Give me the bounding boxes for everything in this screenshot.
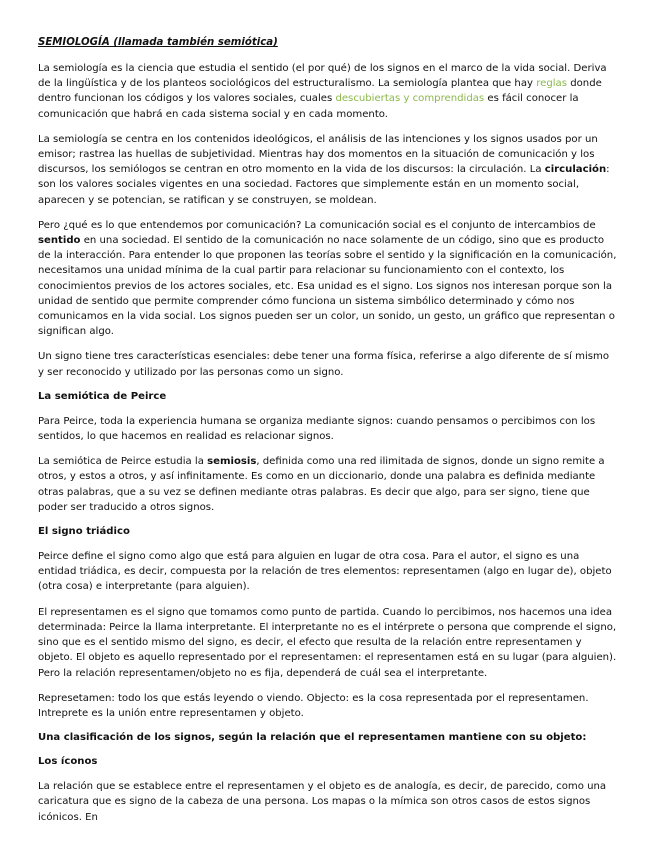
paragraph-resumen: Represetamen: todo los que estás leyendo o viendo. Objecto: es la cosa representada por el representamen. Intreprete es la unión entre representamen y objeto.: [38, 692, 589, 719]
highlight-descubiertas: descubiertas y comprendidas: [335, 93, 485, 105]
paragraph-caracteristicas: Un signo tiene tres características esenciales: debe tener una forma física, referirse a algo diferente de sí mismo y ser reconocido y utilizado por las personas como un signo.: [38, 351, 610, 378]
paragraph-comunicacion: [38, 218, 618, 340]
text-run: donde dentro funcionan los códigos y los valores sociales, cuales: [38, 78, 602, 105]
highlight-reglas: reglas: [536, 78, 567, 90]
text-run: es fácil conocer la comunicación que habrá en cada sistema social y en cada momento.: [38, 93, 579, 120]
text-run: , definida como una red ilimitada de signos, donde un signo remite a otros, y estos a otros, y así infinitamente. Es como en un diccionario, donde una palabra es definida mediante otras palabras, que a su vez se definen mediante otras palabras. Es decir que algo, para ser signo, tiene que poder ser traducido a otros signos.: [38, 456, 605, 513]
heading-iconos: Los íconos: [38, 756, 98, 768]
text-run: en una sociedad. El sentido de la comunicación no nace solamente de un código, sino que es producto de la interacción. Para entender lo que proponen las teorías sobre el sentido y la significación en la comunicación, necesitamos una unidad mínima de la cual partir para relacionar su funcionamiento con el contexto, los conocimientos previos de los actores sociales, etc. Esa unidad es el signo. Los signos nos interesan porque son la unidad de sentido que permite comprender cómo funciona un sistema simbólico determinado y cómo nos comunicamos en la vida social. Los signos pueden ser un color, un sonido, un gesto, un gráfico que representan o significan algo.: [38, 235, 617, 338]
paragraph-triadico: Peirce define el signo como algo que está para alguien en lugar de otra cosa. Para el autor, el signo es una entidad triádica, es decir, compuesta por la relación de tres elementos: representamen (algo en lugar de), objeto (otra cosa) e interpretante (para alguien).: [38, 551, 612, 593]
text-run: La semiótica de Peirce estudia la: [38, 456, 208, 468]
text-run: La semiología es la ciencia que estudia el sentido (el por qué) de los signos en el marco de la vida social. Deriva de la lingüística y de los planteos sociológicos del estructuralismo. La semiología plantea que hay: [38, 63, 607, 90]
paragraph-iconos: La relación que se establece entre el representamen y el objeto es de analogía, es decir, de parecido, como una caricatura que es signo de la cabeza de una persona. Los mapas o la mímica son otros casos de estos signos icónicos. En: [38, 781, 607, 823]
paragraph-definition: [38, 61, 618, 122]
bold-sentido: sentido: [38, 235, 81, 247]
document-page: [38, 36, 618, 835]
paragraph-representamen: El representamen es el signo que tomamos como punto de partida. Cuando lo percibimos, nos hacemos una idea determinada: Peirce la llama interpretante. El interpretante no es el intérprete o persona que comprende el signo, sino que es el sentido mismo del signo, es decir, el efecto que resulta de la relación entre representamen y objeto. El objeto es aquello representado por el representamen: el representamen está en su lugar (para alguien). Pero la relación representamen/objeto no es fija, dependerá de cuál sea el interpretante.: [38, 606, 617, 679]
heading-peirce: La semiótica de Peirce: [38, 390, 167, 402]
text-run: : son los valores sociales vigentes en una sociedad. Factores que simplemente están en un momento social, aparecen y se potencian, se ratifican y se construyen, se moldean.: [38, 164, 610, 206]
paragraph-experiencia: Para Peirce, toda la experiencia humana se organiza mediante signos: cuando pensamos o percibimos con los sentidos, lo que hacemos en realidad es relacionar signos.: [38, 415, 596, 443]
heading-signo-triadico: El signo triádico: [38, 526, 130, 538]
bold-circulacion: circulación: [544, 164, 607, 176]
paragraph-semiosis: [38, 454, 618, 515]
text-run: Pero ¿qué es lo que entendemos por comunicación? La comunicación social es el conjunto de intercambios de: [38, 219, 596, 231]
bold-semiosis: semiosis: [207, 456, 257, 468]
paragraph-ideologia: [38, 132, 618, 208]
text-run: La semiología se centra en los contenidos ideológicos, el análisis de las intenciones y los signos usados por un emisor; rastrea las huellas de subjetividad. Mientras hay dos momentos en la situación de comunicación y los discursos, los semiólogos se centran en otro momento en la vida de los discursos: la circulación. La: [38, 133, 598, 176]
document-title: SEMIOLOGÍA (llamada también semiótica): [38, 37, 278, 48]
heading-clasificacion: Una clasificación de los signos, según la relación que el representamen mantiene con su objeto:: [38, 732, 587, 744]
